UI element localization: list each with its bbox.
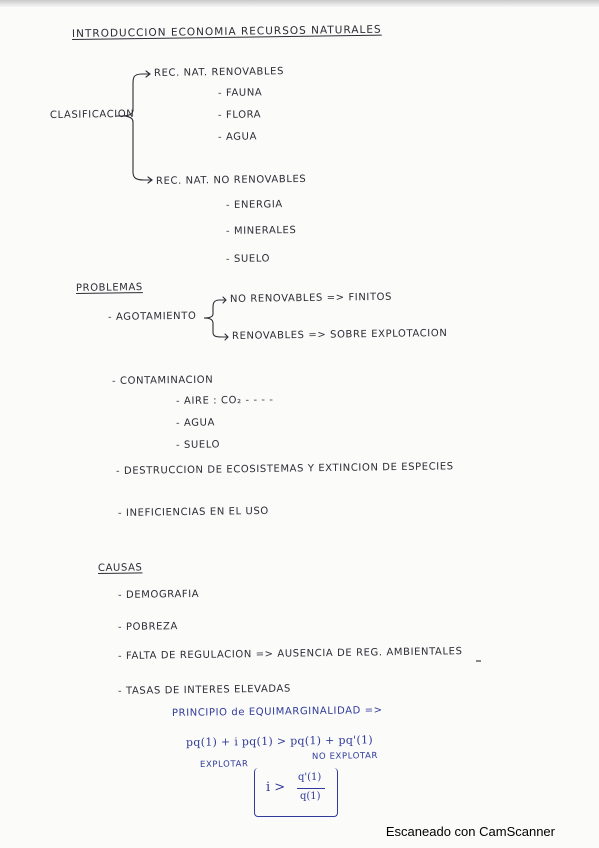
list-item-suelo: - SUELO (225, 253, 271, 265)
principio-text: PRINCIPIO de EQUIMARGINALIDAD => (171, 705, 383, 719)
list-item-agua-2: - AGUA (175, 417, 216, 429)
causas-heading: CAUSAS (97, 562, 143, 574)
list-item-minerales: - MINERALES (225, 225, 297, 237)
page-title: INTRODUCCION ECONOMIA RECURSOS NATURALES (71, 23, 382, 40)
list-item-suelo-2: - SUELO (175, 439, 221, 451)
no-renovables-heading: REC. NAT. NO RENOVABLES (155, 173, 307, 187)
agotamiento-branch-bottom: RENOVABLES => SOBRE EXPLOTACION (231, 327, 448, 342)
causa-item-demografia: - DEMOGRAFIA (117, 588, 200, 601)
camscanner-footer: Escaneado con CamScanner (385, 824, 555, 839)
agotamiento-label: - AGOTAMIENTO (107, 310, 197, 323)
list-item-agua: - AGUA (217, 131, 258, 143)
fraction-bar (297, 788, 325, 789)
causa-item-pobreza: - POBREZA (117, 621, 178, 633)
contaminacion-label: - CONTAMINACION (111, 374, 214, 387)
explotar-label: EXPLOTAR (199, 759, 249, 770)
agotamiento-branch-top: NO RENOVABLES => FINITOS (229, 291, 393, 305)
destruccion-item: - DESTRUCCION DE ECOSISTEMAS Y EXTINCION DE ESPECIES (115, 461, 454, 477)
no-explotar-label: NO EXPLOTAR (311, 751, 379, 762)
list-item-aire: - AIRE : CO₂ - - - - (175, 394, 274, 407)
problemas-heading: PROBLEMAS (75, 282, 143, 294)
result-denominator: q(1) (300, 791, 321, 802)
result-numerator: q'(1) (298, 772, 322, 783)
clasificacion-label: CLASIFICACION (49, 108, 135, 121)
causa-item-regulacion: - FALTA DE REGULACION => AUSENCIA DE REG. AMBIENTALES (117, 646, 463, 662)
inequality-formula: pq(1) + i pq(1) > pq(1) + pq'(1) (185, 733, 374, 749)
list-item-flora: - FLORA (217, 109, 262, 121)
ineficiencias-item: - INEFICIENCIAS EN EL USO (117, 505, 269, 519)
list-item-energia: - ENERGIA (225, 199, 283, 211)
renovables-heading: REC. NAT. RENOVABLES (153, 66, 285, 79)
result-lhs: i > (266, 780, 286, 795)
causa-item-tasas: - TASAS DE INTERES ELEVADAS (117, 683, 291, 697)
list-item-fauna: - FAUNA (217, 87, 263, 99)
